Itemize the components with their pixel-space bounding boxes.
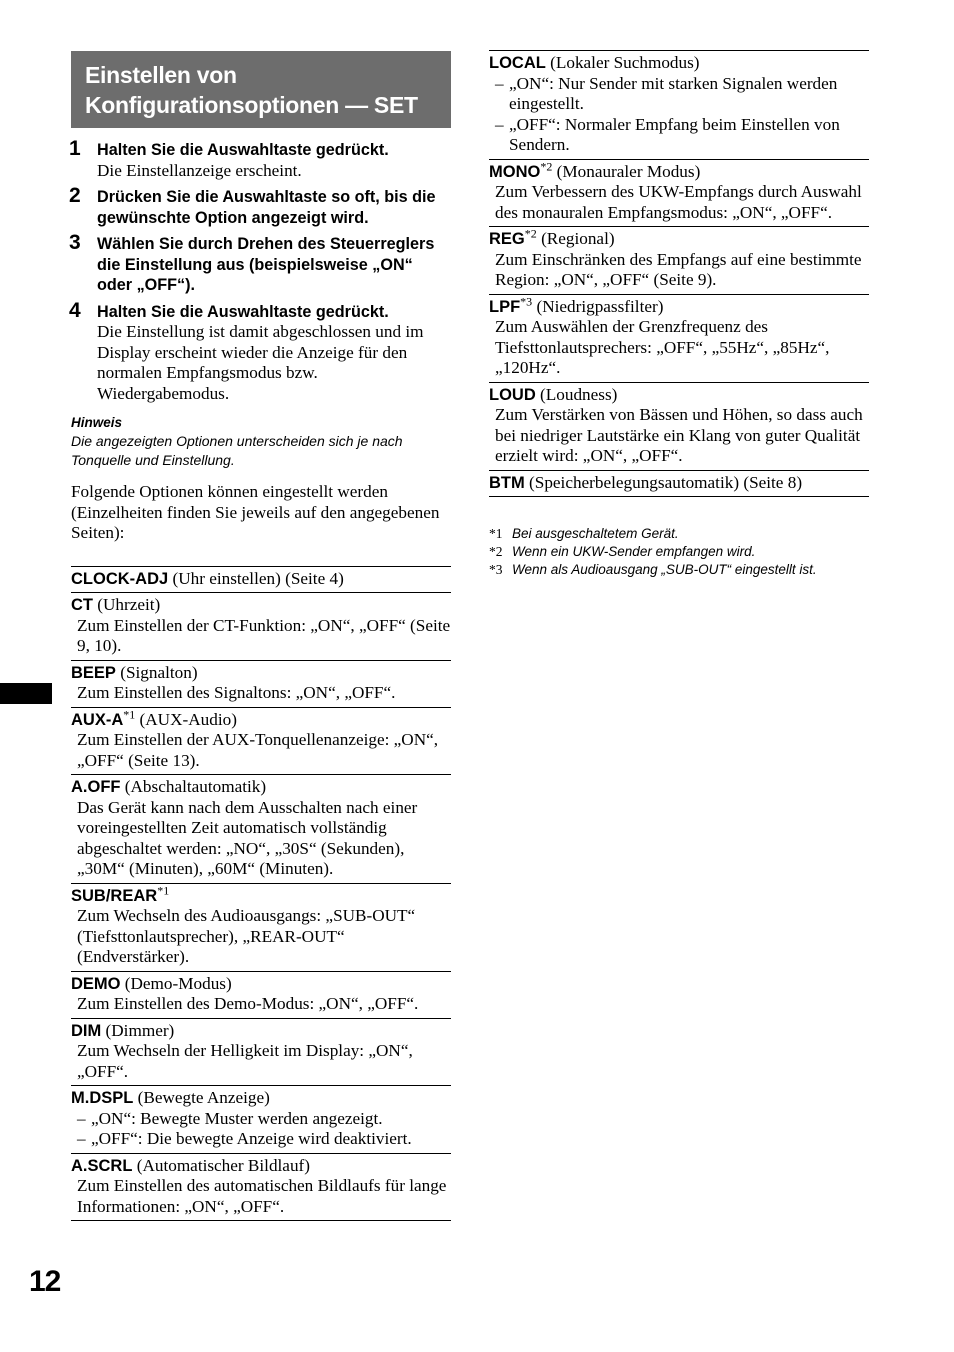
option-label: (Bewegte Anzeige) (133, 1088, 270, 1107)
step-heading: Wählen Sie durch Drehen des Steuerreglers die Einstellung aus (beispielsweise „ON“ oder „OFF“). (97, 235, 435, 294)
option-name: LOCAL (489, 54, 546, 72)
option-description: Zum Einstellen der CT-Funktion: „ON“, „OFF“ (Seite 9, 10). (77, 615, 451, 655)
option-description: Zum Wechseln der Helligkeit im Display: „ON“, „OFF“. (77, 1041, 413, 1081)
footnote-text: Wenn ein UKW-Sender empfangen wird. (512, 544, 756, 559)
option-label: (Abschaltautomatik) (120, 777, 267, 796)
step-number: 4 (69, 298, 81, 322)
footnote-mark: *3 (489, 562, 503, 577)
option-name: CT (71, 596, 93, 614)
option-choice-item (495, 74, 869, 115)
option-row (71, 1018, 451, 1086)
option-label: (AUX-Audio) (135, 709, 237, 729)
option-row (489, 470, 869, 498)
option-row (71, 1153, 451, 1222)
step-item (69, 137, 451, 181)
step-body: Die Einstellung ist damit abgeschlossen und im Display erscheint wieder die Anzeige für den normalen Empfangsmodus bzw. Wiedergabemodus. (97, 322, 424, 403)
option-heading (489, 473, 869, 494)
option-heading (489, 385, 869, 406)
option-heading (71, 1156, 451, 1177)
option-description: Zum Einstellen des automatischen Bildlaufs für lange Informationen: „ON“, „OFF“. (77, 1176, 447, 1216)
footnote-text: Wenn als Audioausgang „SUB-OUT“ eingestellt ist. (512, 562, 817, 577)
option-description: Das Gerät kann nach dem Ausschalten nach einer voreingestellten Zeit automatisch vollständig abgeschaltet werden: „NO“, „30S“ (Sekunden), „30M“ (Minuten), „60M“ (Minuten). (77, 797, 418, 878)
section-tab-marker (0, 683, 52, 704)
option-heading (489, 226, 869, 250)
option-name: REG (489, 230, 525, 248)
option-description: Zum Einschränken des Empfangs auf eine bestimmte Region: „ON“, „OFF“ (Seite 9). (495, 249, 862, 289)
option-name: DIM (71, 1021, 102, 1040)
option-description: Zum Einstellen des Signaltons: „ON“, „OFF“. (77, 683, 396, 702)
footnote-marker: *3 (520, 293, 533, 308)
list-dash: – (77, 1108, 86, 1128)
footnote-marker: *2 (540, 158, 553, 173)
note-text: Die angezeigten Optionen unterscheiden sich je nach Tonquelle und Einstellung. (71, 433, 403, 468)
section-title (71, 51, 451, 128)
option-choice-item (77, 1129, 451, 1150)
footnote-item (489, 543, 869, 561)
section-title-line2: Konfigurationsoptionen — SET (85, 92, 418, 118)
option-label: (Automatischer Bildlauf) (132, 1155, 310, 1175)
option-label: (Speicherbelegungsautomatik) (Seite 8) (524, 472, 803, 492)
list-dash: – (495, 73, 504, 93)
option-heading (489, 53, 869, 74)
option-row (71, 707, 451, 775)
option-choices (71, 1109, 451, 1150)
option-choice-item (495, 115, 869, 156)
option-name: MONO (489, 162, 541, 181)
option-row (71, 660, 451, 707)
option-heading (71, 777, 451, 798)
option-row (71, 1085, 451, 1153)
step-item (69, 231, 451, 296)
footnote-text: Bei ausgeschaltetem Gerät. (512, 526, 679, 541)
footnote-mark: *1 (489, 526, 503, 541)
option-label: (Demo-Modus) (120, 973, 232, 993)
step-item (69, 184, 451, 228)
step-number: 2 (69, 184, 81, 207)
steps-list (69, 137, 451, 404)
option-label: (Monauraler Modus) (552, 161, 701, 181)
footnote-marker: *1 (123, 706, 136, 721)
option-name: AUX-A (71, 710, 124, 729)
step-number: 1 (69, 137, 81, 160)
option-heading (489, 158, 869, 183)
option-label: (Dimmer) (101, 1020, 175, 1040)
option-name: CLOCK-ADJ (71, 569, 169, 588)
footnote-item (489, 525, 869, 543)
option-description: Zum Wechseln des Audioausgangs: „SUB-OUT“ (Tiefsttonlautsprecher), „REAR-OUT“ (Endverstärker). (77, 906, 416, 966)
option-name: M.DSPL (71, 1089, 134, 1107)
step-item (69, 298, 451, 405)
step-number: 3 (69, 231, 81, 254)
option-row (489, 226, 869, 294)
option-label: (Uhr einstellen) (Seite 4) (168, 568, 344, 588)
option-row (71, 883, 451, 971)
option-name: BTM (489, 473, 525, 492)
right-column (489, 50, 869, 579)
left-column (71, 51, 451, 1221)
option-row (489, 294, 869, 382)
step-heading: Halten Sie die Auswahltaste gedrückt. (97, 141, 389, 159)
footnote-item (489, 561, 869, 579)
option-label: (Loudness) (535, 384, 618, 404)
option-heading (489, 293, 869, 318)
options-table-left (71, 566, 451, 1222)
option-description: Zum Einstellen der AUX-Tonquellenanzeige: „ON“, „OFF“ (Seite 13). (77, 730, 439, 770)
option-name: LPF (489, 297, 521, 316)
option-choice-text: „OFF“: Die bewegte Anzeige wird deaktiviert. (91, 1129, 412, 1148)
option-label: (Uhrzeit) (93, 595, 161, 614)
option-row (489, 159, 869, 227)
step-heading: Drücken Sie die Auswahltaste so oft, bis die gewünschte Option angezeigt wird. (97, 188, 436, 227)
note-title: Hinweis (71, 415, 123, 430)
option-row (71, 566, 451, 593)
option-row (71, 971, 451, 1018)
option-label: (Lokaler Suchmodus) (545, 53, 700, 72)
option-row (489, 50, 869, 159)
option-choice-text: „ON“: Nur Sender mit starken Signalen werden eingestellt. (509, 73, 838, 113)
footnote-marker: *2 (524, 226, 537, 241)
option-row (71, 774, 451, 883)
option-description: Zum Einstellen des Demo-Modus: „ON“, „OFF“. (77, 994, 419, 1013)
option-choice-item (77, 1109, 451, 1130)
option-heading (71, 663, 451, 684)
option-heading (71, 882, 451, 907)
option-name: SUB/REAR (71, 886, 158, 905)
option-choice-text: „ON“: Bewegte Muster werden angezeigt. (91, 1108, 383, 1128)
list-dash: – (77, 1129, 86, 1148)
option-heading (71, 569, 451, 590)
option-choice-text: „OFF“: Normaler Empfang beim Einstellen von Sendern. (509, 114, 840, 154)
option-description: Zum Verstärken von Bässen und Höhen, so dass auch bei niedriger Lautstärke ein Klang von guter Qualität erzielt wird: „ON“, „OFF“. (495, 405, 863, 465)
note-box (71, 414, 451, 469)
footnotes (489, 525, 869, 579)
page-number: 12 (29, 1265, 61, 1298)
list-dash: – (495, 114, 504, 134)
option-heading (71, 706, 451, 731)
step-body: Die Einstellanzeige erscheint. (97, 160, 302, 180)
intro-text: Folgende Optionen können eingestellt werden (Einzelheiten finden Sie jeweils auf den angegebenen Seiten): (71, 482, 440, 542)
option-label: (Niedrigpassfilter) (532, 296, 664, 316)
footnote-mark: *2 (489, 544, 503, 559)
option-heading (71, 974, 451, 995)
option-heading (71, 1088, 451, 1109)
footnote-marker: *1 (157, 882, 170, 897)
option-name: DEMO (71, 974, 121, 993)
option-row (489, 382, 869, 470)
option-name: LOUD (489, 385, 536, 404)
options-table-right (489, 50, 869, 497)
option-heading (71, 595, 451, 616)
option-name: A.OFF (71, 778, 121, 796)
option-name: BEEP (71, 663, 116, 682)
option-choices (489, 74, 869, 156)
option-label: (Regional) (536, 229, 615, 248)
section-title-line1: Einstellen von (85, 62, 237, 88)
option-label: (Signalton) (115, 662, 198, 682)
option-row (71, 592, 451, 660)
option-heading (71, 1021, 451, 1042)
option-description: Zum Auswählen der Grenzfrequenz des Tiefsttonlautsprechers: „OFF“, „55Hz“, „85Hz“, „120Hz“. (495, 317, 830, 377)
option-description: Zum Verbessern des UKW-Empfangs durch Auswahl des monauralen Empfangsmodus: „ON“, „OFF“. (495, 182, 862, 222)
step-heading: Halten Sie die Auswahltaste gedrückt. (97, 302, 389, 321)
option-name: A.SCRL (71, 1156, 133, 1175)
